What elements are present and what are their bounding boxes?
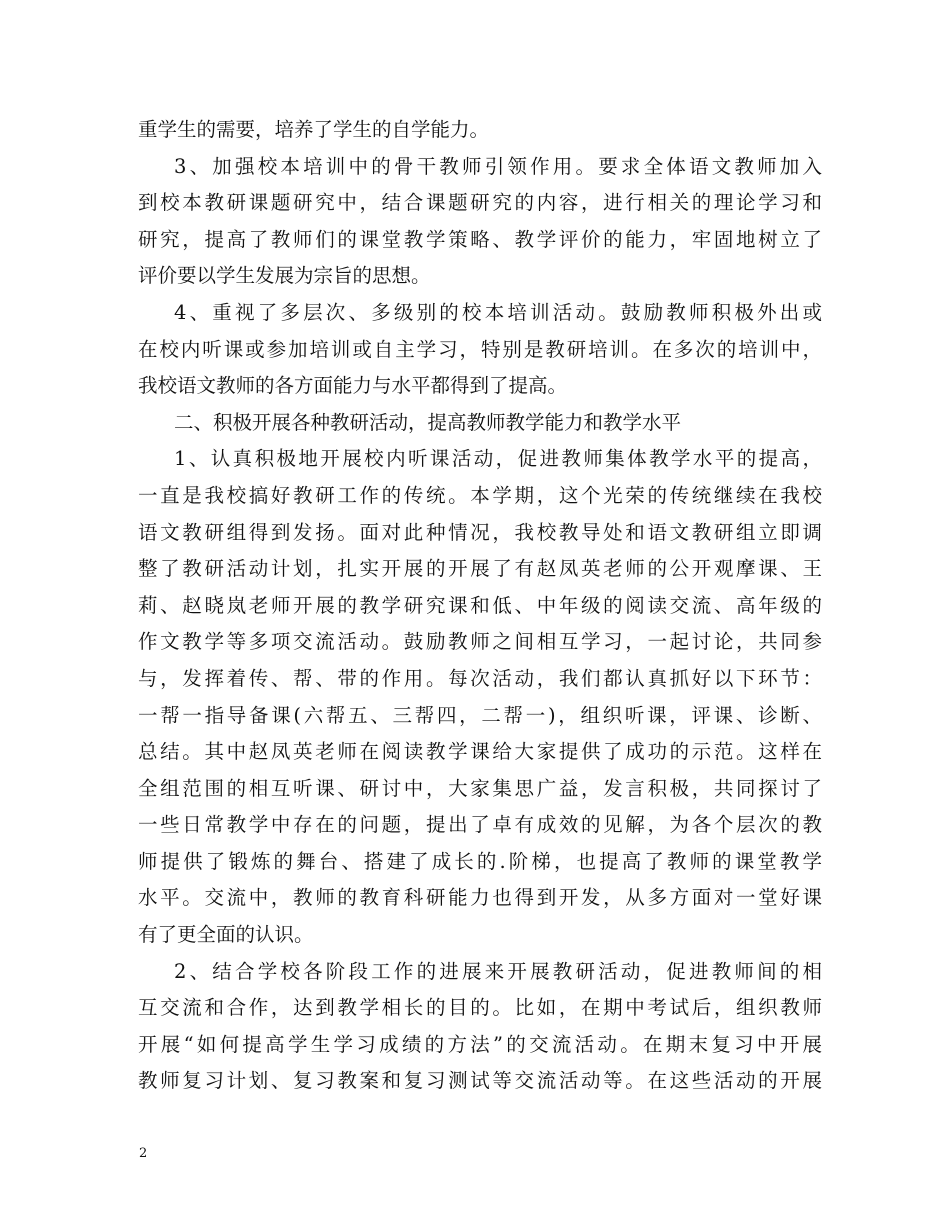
text-line: 开展“如何提高学生学习成绩的方法”的交流活动。在期末复习中开展: [138, 1032, 822, 1056]
text-line: 莉、赵晓岚老师开展的教学研究课和低、中年级的阅读交流、高年级的: [138, 593, 822, 617]
text-line: 一些日常教学中存在的问题，提出了卓有成效的见解，为各个层次的教: [138, 813, 822, 837]
text-line: 水平。交流中，教师的教育科研能力也得到开发，从多方面对一堂好课: [138, 886, 822, 910]
document-body: [138, 112, 822, 1100]
text-line: 到校本教研课题研究中，结合课题研究的内容，进行相关的理论学习和: [138, 191, 822, 215]
text-line: 作文教学等多项交流活动。鼓励教师之间相互学习，一起讨论，共同参: [138, 630, 822, 654]
text-line: 4、重视了多层次、多级别的校本培训活动。鼓励教师积极外出或: [174, 300, 822, 324]
text-line: 教师复习计划、复习教案和复习测试等交流活动等。在这些活动的开展: [138, 1069, 822, 1093]
text-line: 研究，提高了教师们的课堂教学策略、教学评价的能力，牢固地树立了: [138, 227, 822, 251]
text-line: 有了更全面的认识。: [138, 923, 314, 947]
text-line: 在校内听课或参加培训或自主学习，特别是教研培训。在多次的培训中，: [138, 337, 822, 361]
text-line: 全组范围的相互听课、研讨中，大家集思广益，发言积极，共同探讨了: [138, 776, 822, 800]
text-line: 1、认真积极地开展校内听课活动，促进教师集体教学水平的提高，: [174, 447, 822, 471]
page-number: 2: [139, 1146, 148, 1161]
text-line: 二、积极开展各种教研活动，提高教师教学能力和教学水平: [174, 410, 682, 434]
text-line: 互交流和合作，达到教学相长的目的。比如，在期中考试后，组织教师: [138, 996, 822, 1020]
text-line: 师提供了锻炼的舞台、搭建了成长的.阶梯，也提高了教师的课堂教学: [138, 849, 822, 873]
text-line: 重学生的需要，培养了学生的自学能力。: [138, 118, 490, 141]
text-line: 与，发挥着传、帮、带的作用。每次活动，我们都认真抓好以下环节：: [138, 666, 822, 690]
text-line: 整了教研活动计划，扎实开展的开展了有赵凤英老师的公开观摩课、王: [138, 557, 822, 581]
text-line: 评价要以学生发展为宗旨的思想。: [138, 264, 431, 288]
text-line: 2、结合学校各阶段工作的进展来开展教研活动，促进教师间的相: [174, 959, 822, 983]
text-line: 我校语文教师的各方面能力与水平都得到了提高。: [138, 374, 568, 398]
text-line: 语文教研组得到发扬。面对此种情况，我校教导处和语文教研组立即调: [138, 520, 822, 544]
text-line: 一直是我校搞好教研工作的传统。本学期，这个光荣的传统继续在我校: [138, 483, 822, 507]
text-line: 总结。其中赵凤英老师在阅读教学课给大家提供了成功的示范。这样在: [138, 740, 822, 764]
text-line: 3、加强校本培训中的骨干教师引领作用。要求全体语文教师加入: [174, 154, 822, 178]
text-line: 一帮一指导备课(六帮五、三帮四，二帮一)，组织听课，评课、诊断、: [138, 703, 822, 727]
